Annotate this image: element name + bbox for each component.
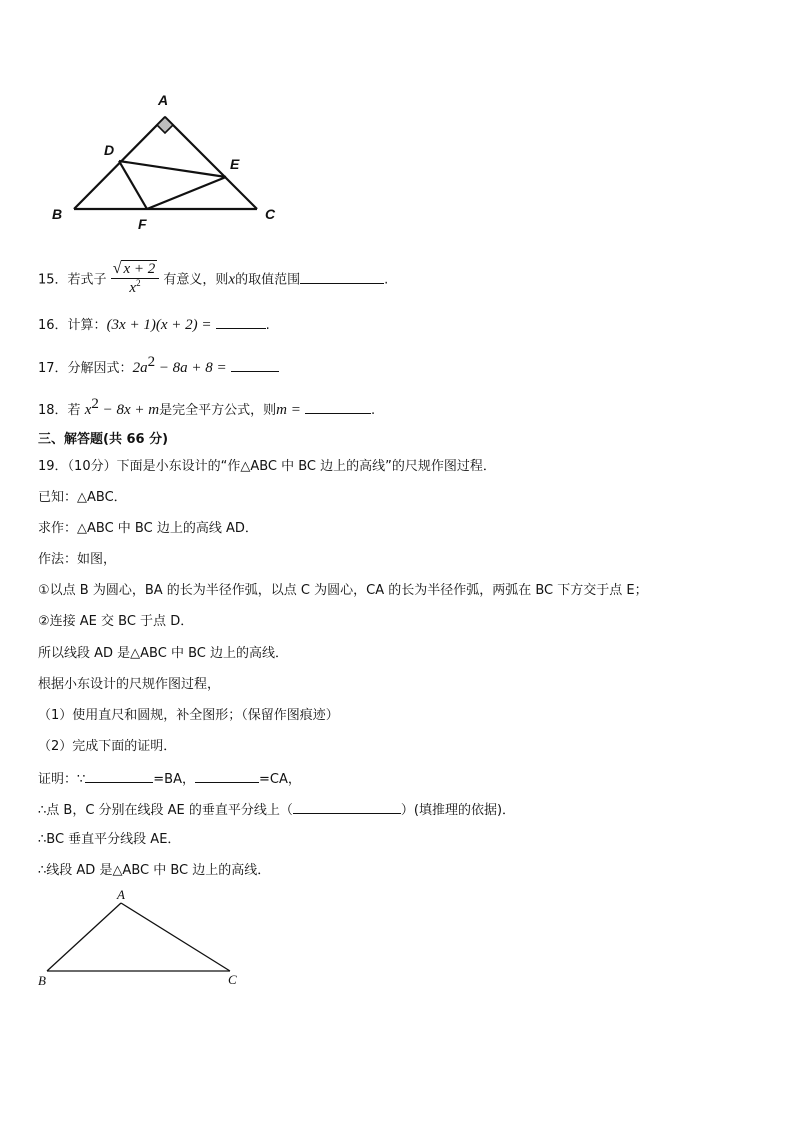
q16-number: 16．	[38, 318, 68, 333]
q15-den-var: x	[129, 280, 137, 296]
proof-blank-2[interactable]	[195, 770, 259, 783]
q18-end: .	[370, 403, 376, 418]
figure-2	[34, 886, 254, 990]
label-c: C	[265, 206, 276, 222]
q19-proof-1	[38, 770, 301, 788]
section-3-title: 三、解答题(共 66 分)	[38, 432, 169, 447]
q18-var: m =	[276, 402, 301, 418]
right-angle-mark	[157, 117, 173, 133]
q17-expr-b: − 8a + 8 =	[155, 360, 227, 376]
q18-expr-exp: 2	[91, 396, 99, 412]
proof-1-ba: =BA，	[153, 772, 195, 787]
q18-mid: 是完全平方公式，则	[159, 403, 277, 418]
q16-pre: 计算：	[67, 318, 107, 333]
q15-number: 15．	[38, 272, 68, 288]
q19-step-2: ②连接 AE 交 BC 于点 D．	[38, 614, 194, 629]
segment-df	[119, 161, 147, 209]
q18-number: 18．	[38, 403, 68, 418]
label-d: D	[104, 142, 115, 158]
question-18	[38, 396, 376, 419]
q15-var: x	[228, 271, 236, 288]
q17-answer-blank[interactable]	[231, 359, 279, 372]
q15-answer-blank[interactable]	[300, 271, 384, 284]
q15-end: .	[384, 272, 389, 288]
q15-fraction	[111, 260, 160, 296]
q17-expr-a: 2a	[132, 360, 148, 376]
q15-den-exp: 2	[136, 278, 141, 288]
q19-according: 根据小东设计的尺规作图过程，	[38, 677, 221, 692]
question-17	[38, 354, 279, 377]
q18-expr-a: x	[84, 402, 92, 418]
q19-given: 已知：△ABC．	[38, 490, 127, 505]
proof-blank-3[interactable]	[293, 801, 401, 814]
fig2-segment-ac	[121, 903, 230, 971]
q19-conclude: 所以线段 AD 是△ABC 中 BC 边上的高线．	[38, 646, 288, 661]
q17-number: 17．	[38, 361, 68, 376]
q16-end: .	[265, 318, 270, 333]
q19-proof-2	[38, 801, 515, 819]
fig2-label-c: C	[228, 972, 237, 987]
question-15	[38, 262, 388, 298]
q15-sqrt-body: x + 2	[123, 261, 156, 277]
figure-1	[40, 88, 290, 238]
q18-expr-b: − 8x + m	[98, 402, 160, 418]
fig2-segment-ab	[47, 903, 121, 971]
label-a: A	[158, 92, 169, 108]
q18-answer-blank[interactable]	[305, 401, 371, 414]
q15-pre: 若式子	[67, 272, 107, 288]
proof-blank-1[interactable]	[85, 770, 153, 783]
q16-answer-blank[interactable]	[216, 316, 266, 329]
question-16	[38, 316, 270, 334]
q19-part-1: （1）使用直尺和圆规，补全图形；（保留作图痕迹）	[38, 708, 339, 723]
label-e: E	[230, 156, 240, 172]
q15-mid: 有意义，则	[163, 272, 229, 288]
figure-1-svg	[40, 88, 290, 238]
proof-1-because: 证明：∵	[38, 772, 86, 787]
q19-part-2: （2）完成下面的证明．	[38, 739, 177, 754]
q19-proof-3: ∴BC 垂直平分线段 AE．	[38, 832, 181, 847]
segment-fe	[147, 177, 226, 209]
q17-expr-exp: 2	[147, 354, 156, 370]
label-b: B	[52, 206, 63, 222]
proof-2-therefore: ∴点 B，C 分别在线段 AE 的垂直平分线上（	[38, 803, 293, 818]
proof-2-reason: ）(填推理的依据)．	[400, 803, 516, 818]
q19-step-1: ①以点 B 为圆心，BA 的长为半径作弧，以点 C 为圆心，CA 的长为半径作弧，两弧在 BC 下方交于点 E；	[38, 583, 648, 598]
q18-pre: 若	[67, 403, 81, 418]
label-f: F	[138, 216, 147, 232]
q16-expr: (3x + 1)(x + 2) =	[106, 317, 212, 333]
figure-2-svg	[34, 886, 254, 990]
fig2-label-b: B	[38, 973, 46, 988]
sqrt-icon: √	[112, 260, 122, 277]
q15-post: 的取值范围	[235, 272, 301, 288]
q19-method: 作法：如图，	[38, 552, 117, 567]
q17-pre: 分解因式：	[67, 361, 133, 376]
q19-find: 求作：△ABC 中 BC 边上的高线 AD．	[38, 521, 258, 536]
q19-proof-4: ∴线段 AD 是△ABC 中 BC 边上的高线．	[38, 863, 271, 878]
fig2-label-a: A	[117, 887, 125, 902]
proof-1-ca: =CA，	[259, 772, 301, 787]
q19-intro: 19．（10分）下面是小东设计的“作△ABC 中 BC 边上的高线”的尺规作图过程．	[38, 459, 496, 474]
